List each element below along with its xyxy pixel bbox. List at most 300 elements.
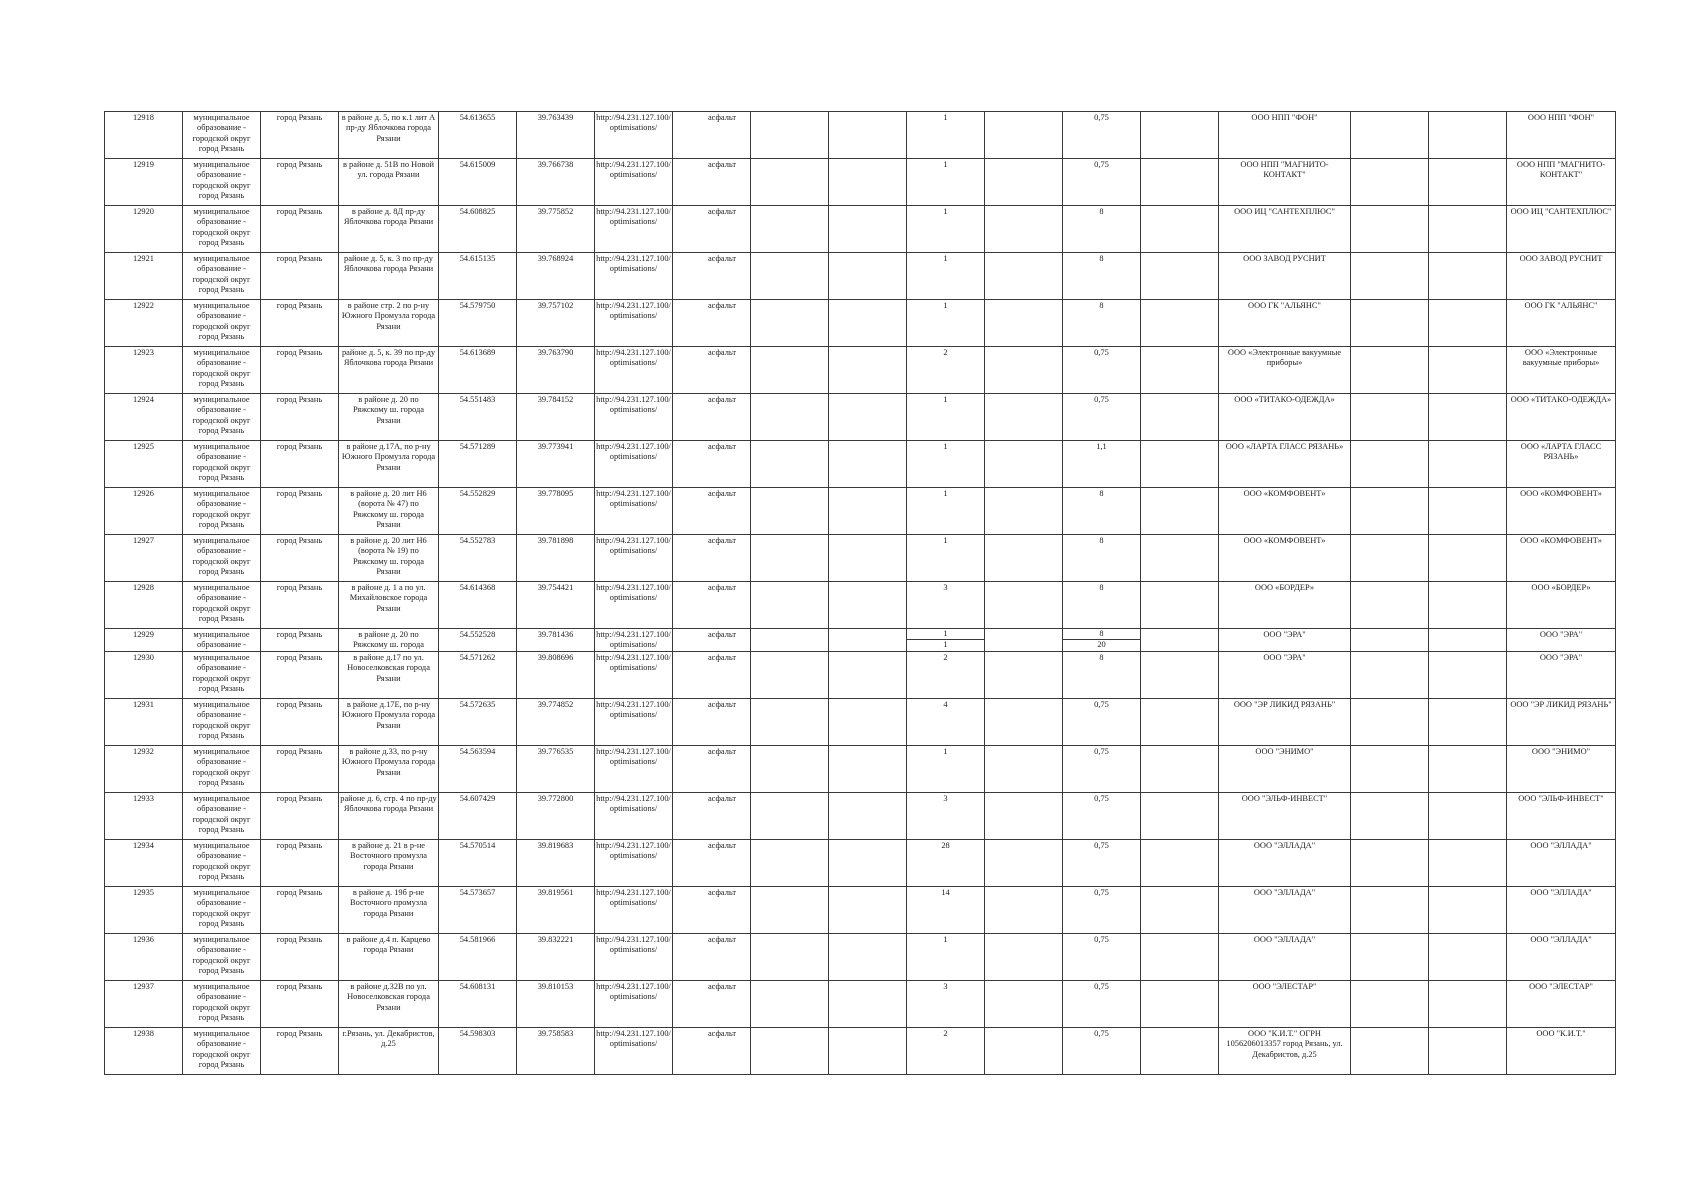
cell-latitude: 54.570514 <box>439 839 517 886</box>
cell-surface: асфальт <box>673 159 751 206</box>
cell-surface: асфальт <box>673 792 751 839</box>
cell-latitude: 54.573657 <box>439 886 517 933</box>
cell-latitude: 54.563594 <box>439 745 517 792</box>
cell-container-count: 1 <box>907 253 985 300</box>
cell-longitude: 39.774852 <box>517 698 595 745</box>
cell-container-volume: 0,75 <box>1063 792 1141 839</box>
cell-city: город Рязань <box>261 745 339 792</box>
cell-municipality: муниципальное образование - городской округ город Рязань <box>183 112 261 159</box>
cell-empty <box>985 698 1063 745</box>
cell-empty <box>985 394 1063 441</box>
cell-municipality: муниципальное образование - городской округ город Рязань <box>183 159 261 206</box>
cell-empty <box>1429 535 1507 582</box>
cell-container-volume: 0,75 <box>1063 698 1141 745</box>
cell-empty <box>1351 629 1429 652</box>
cell-url: http://94.231.127.100/optimisations/ <box>595 1027 673 1074</box>
cell-latitude: 54.608131 <box>439 980 517 1027</box>
cell-surface: асфальт <box>673 535 751 582</box>
cell-empty <box>1429 698 1507 745</box>
cell-user: ООО НПП "МАГНИТО-КОНТАКТ" <box>1507 159 1616 206</box>
cell-surface: асфальт <box>673 745 751 792</box>
cell-empty <box>1141 839 1219 886</box>
cell-empty <box>829 206 907 253</box>
cell-address: районе д. 6, стр. 4 по пр-ду Яблочкова города Рязани <box>339 792 439 839</box>
cell-url: http://94.231.127.100/optimisations/ <box>596 630 671 650</box>
cell-container-count: 1 <box>907 745 985 792</box>
cell-empty <box>829 980 907 1027</box>
cell-empty <box>985 792 1063 839</box>
cell-container-volume-2: 20 <box>1097 640 1106 649</box>
cell-id: 12933 <box>105 792 183 839</box>
cell-latitude: 54.579750 <box>439 300 517 347</box>
cell-url: http://94.231.127.100/optimisations/ <box>595 933 673 980</box>
cell-id: 12918 <box>105 112 183 159</box>
cell-url: http://94.231.127.100/optimisations/ <box>595 792 673 839</box>
cell-empty <box>1351 300 1429 347</box>
cell-empty <box>985 112 1063 159</box>
cell-url: http://94.231.127.100/optimisations/ <box>595 839 673 886</box>
cell-longitude: 39.819683 <box>517 839 595 886</box>
cell-longitude: 39.808696 <box>517 651 595 698</box>
cell-id: 12936 <box>105 933 183 980</box>
cell-empty <box>985 347 1063 394</box>
cell-owner: ООО ИЦ "САНТЕХПЛЮС" <box>1219 206 1351 253</box>
cell-owner: ООО "К.И.Т." ОГРН 1056206013357 город Рязань, ул. Декабристов, д.25 <box>1219 1027 1351 1074</box>
cell-empty <box>829 582 907 629</box>
cell-empty <box>1141 1027 1219 1074</box>
cell-empty <box>829 347 907 394</box>
cell-address: в районе д. 20 лит Н6 (ворота № 19) по Ряжскому ш. города Рязани <box>339 535 439 582</box>
cell-empty <box>1141 347 1219 394</box>
cell-address: в районе д. 51В по Новой ул. города Рязани <box>339 159 439 206</box>
cell-surface: асфальт <box>673 206 751 253</box>
cell-container-volume: 0,75 <box>1063 394 1141 441</box>
cell-empty <box>1351 206 1429 253</box>
cell-empty <box>751 300 829 347</box>
cell-container-count: 2 <box>907 1027 985 1074</box>
cell-container-volume: 8 <box>1063 582 1141 629</box>
cell-municipality: муниципальное образование - городской округ город Рязань <box>183 347 261 394</box>
cell-municipality: муниципальное образование - городской округ город Рязань <box>183 651 261 698</box>
cell-empty <box>751 112 829 159</box>
cell-empty <box>985 933 1063 980</box>
cell-address: в районе д.4 п. Карцево города Рязани <box>339 933 439 980</box>
cell-empty <box>1141 535 1219 582</box>
cell-id: 12922 <box>105 300 183 347</box>
cell-user: ООО "ЭЛЛАДА" <box>1507 839 1616 886</box>
registry-table-body <box>105 112 1616 1075</box>
cell-owner: ООО «ЛАРТА ГЛАСС РЯЗАНЬ» <box>1219 441 1351 488</box>
cell-empty <box>829 488 907 535</box>
cell-longitude: 39.773941 <box>517 441 595 488</box>
cell-latitude: 54.598303 <box>439 1027 517 1074</box>
cell-empty <box>1351 441 1429 488</box>
cell-url: http://94.231.127.100/optimisations/ <box>595 206 673 253</box>
cell-user: ООО НПП "ФОН" <box>1507 112 1616 159</box>
cell-owner: ООО «КОМФОВЕНТ» <box>1219 535 1351 582</box>
cell-owner: ООО "ЭЛЕСТАР" <box>1219 980 1351 1027</box>
cell-longitude: 39.763439 <box>517 112 595 159</box>
cell-municipality: муниципальное образование - городской округ город Рязань <box>183 792 261 839</box>
cell-empty <box>751 441 829 488</box>
cell-address: в районе д. 8Д пр-ду Яблочкова города Рязани <box>339 206 439 253</box>
cell-user: ООО "ЭР ЛИКИД РЯЗАНЬ" <box>1507 698 1616 745</box>
cell-surface: асфальт <box>673 933 751 980</box>
cell-address: в районе д. 20 лит Н6 (ворота № 47) по Ряжскому ш. города Рязани <box>339 488 439 535</box>
cell-owner: ООО "ЭЛЛАДА" <box>1219 886 1351 933</box>
cell-city: город Рязань <box>261 300 339 347</box>
table-row <box>105 300 1616 347</box>
cell-id: 12935 <box>105 886 183 933</box>
cell-empty <box>751 159 829 206</box>
cell-container-volume: 8 <box>1063 300 1141 347</box>
cell-municipality: муниципальное образование - городской округ город Рязань <box>183 980 261 1027</box>
cell-id: 12924 <box>105 394 183 441</box>
cell-empty <box>1141 159 1219 206</box>
cell-container-volume: 0,75 <box>1063 159 1141 206</box>
cell-user: ООО «КОМФОВЕНТ» <box>1507 488 1616 535</box>
cell-city: город Рязань <box>261 441 339 488</box>
cell-user: ООО «БОРДЕР» <box>1507 582 1616 629</box>
cell-surface: асфальт <box>673 300 751 347</box>
cell-longitude: 39.778095 <box>517 488 595 535</box>
cell-surface: асфальт <box>673 629 751 652</box>
cell-owner: ООО «КОМФОВЕНТ» <box>1219 488 1351 535</box>
cell-municipality: муниципальное образование - городской округ город Рязань <box>183 535 261 582</box>
cell-city: город Рязань <box>261 980 339 1027</box>
cell-address: районе д. 5, к. 39 по пр-ду Яблочкова города Рязани <box>339 347 439 394</box>
table-row <box>105 933 1616 980</box>
cell-id: 12926 <box>105 488 183 535</box>
cell-address: в районе д. 21 в р-не Восточного промузла города Рязани <box>339 839 439 886</box>
cell-empty <box>1429 933 1507 980</box>
cell-empty <box>1429 159 1507 206</box>
cell-city: город Рязань <box>261 535 339 582</box>
cell-container-count: 3 <box>907 980 985 1027</box>
cell-empty <box>751 535 829 582</box>
cell-latitude: 54.552783 <box>439 535 517 582</box>
table-row <box>105 535 1616 582</box>
cell-municipality: муниципальное образование - городской округ город Рязань <box>183 253 261 300</box>
cell-city: город Рязань <box>261 839 339 886</box>
cell-empty <box>1141 792 1219 839</box>
cell-longitude: 39.776535 <box>517 745 595 792</box>
cell-surface: асфальт <box>673 347 751 394</box>
cell-empty <box>829 253 907 300</box>
cell-empty <box>1351 159 1429 206</box>
cell-address: в районе д. 19б р-не Восточного промузла города Рязани <box>339 886 439 933</box>
cell-empty <box>1429 1027 1507 1074</box>
cell-id: 12928 <box>105 582 183 629</box>
cell-owner: ООО «БОРДЕР» <box>1219 582 1351 629</box>
cell-surface: асфальт <box>673 698 751 745</box>
cell-empty <box>1141 745 1219 792</box>
cell-empty <box>985 745 1063 792</box>
cell-empty <box>1351 347 1429 394</box>
cell-id: 12919 <box>105 159 183 206</box>
cell-empty <box>829 745 907 792</box>
cell-longitude: 39.757102 <box>517 300 595 347</box>
cell-longitude: 39.763790 <box>517 347 595 394</box>
cell-city: город Рязань <box>261 112 339 159</box>
cell-latitude: 54.581966 <box>439 933 517 980</box>
cell-container-count: 1 <box>907 112 985 159</box>
table-row <box>105 159 1616 206</box>
cell-city: город Рязань <box>261 629 339 652</box>
cell-latitude: 54.615009 <box>439 159 517 206</box>
cell-surface: асфальт <box>673 441 751 488</box>
cell-city: город Рязань <box>261 651 339 698</box>
cell-longitude: 39.766738 <box>517 159 595 206</box>
table-row <box>105 112 1616 159</box>
cell-empty <box>1141 582 1219 629</box>
cell-user: ООО "ЭРА" <box>1507 651 1616 698</box>
cell-latitude: 54.552829 <box>439 488 517 535</box>
cell-id: 12938 <box>105 1027 183 1074</box>
cell-user: ООО «ТИТАКО-ОДЕЖДА» <box>1507 394 1616 441</box>
cell-city: город Рязань <box>261 792 339 839</box>
cell-surface: асфальт <box>673 253 751 300</box>
table-row <box>105 253 1616 300</box>
cell-id: 12923 <box>105 347 183 394</box>
cell-container-count-2: 1 <box>943 640 948 649</box>
cell-empty <box>1141 698 1219 745</box>
cell-container-count: 2 <box>907 651 985 698</box>
cell-container-volume: 0,75 <box>1063 347 1141 394</box>
cell-url: http://94.231.127.100/optimisations/ <box>595 488 673 535</box>
cell-empty <box>751 886 829 933</box>
table-row <box>105 441 1616 488</box>
cell-latitude: 54.608825 <box>439 206 517 253</box>
cell-city: город Рязань <box>261 253 339 300</box>
cell-surface: асфальт <box>673 839 751 886</box>
cell-container-volume: 0,75 <box>1063 745 1141 792</box>
cell-container-volume: 8 <box>1063 629 1140 640</box>
cell-url: http://94.231.127.100/optimisations/ <box>595 347 673 394</box>
cell-owner: ООО "ЭР ЛИКИД РЯЗАНЬ" <box>1219 698 1351 745</box>
cell-url: http://94.231.127.100/optimisations/ <box>595 253 673 300</box>
cell-address: г.Рязань, ул. Декабристов, д.25 <box>339 1027 439 1074</box>
cell-container-count: 1 <box>907 394 985 441</box>
cell-city: город Рязань <box>261 488 339 535</box>
cell-empty <box>985 629 1063 652</box>
cell-url: http://94.231.127.100/optimisations/ <box>595 394 673 441</box>
cell-longitude: 39.768924 <box>517 253 595 300</box>
cell-container-count: 3 <box>907 792 985 839</box>
cell-empty <box>1141 651 1219 698</box>
cell-empty <box>1141 980 1219 1027</box>
table-row <box>105 792 1616 839</box>
cell-container-volume: 0,75 <box>1063 933 1141 980</box>
cell-container-volume: 8 <box>1063 651 1141 698</box>
cell-container-count <box>907 629 985 652</box>
cell-url: http://94.231.127.100/optimisations/ <box>595 159 673 206</box>
cell-empty <box>1429 441 1507 488</box>
cell-url: http://94.231.127.100/optimisations/ <box>595 886 673 933</box>
cell-city: город Рязань <box>261 1027 339 1074</box>
cell-latitude: 54.615135 <box>439 253 517 300</box>
cell-user: ООО ЗАВОД РУСНИТ <box>1507 253 1616 300</box>
cell-user: ООО "ЭЛЕСТАР" <box>1507 980 1616 1027</box>
cell-empty <box>1141 300 1219 347</box>
cell-empty <box>1351 112 1429 159</box>
table-row <box>105 488 1616 535</box>
cell-empty <box>829 441 907 488</box>
cell-empty <box>1141 441 1219 488</box>
cell-empty <box>751 582 829 629</box>
cell-user: ООО "ЭЛЛАДА" <box>1507 933 1616 980</box>
cell-latitude: 54.614368 <box>439 582 517 629</box>
cell-container-volume: 8 <box>1063 206 1141 253</box>
cell-empty <box>1141 933 1219 980</box>
cell-empty <box>751 206 829 253</box>
cell-empty <box>829 839 907 886</box>
cell-longitude: 39.784152 <box>517 394 595 441</box>
cell-empty <box>1429 745 1507 792</box>
table-row <box>105 629 1616 652</box>
cell-municipality: муниципальное образование - городской округ город Рязань <box>183 933 261 980</box>
cell-address: в районе д. 20 по Ряжскому ш. города <box>339 629 439 652</box>
cell-empty <box>1429 651 1507 698</box>
cell-municipality: муниципальное образование - городской округ город Рязань <box>183 1027 261 1074</box>
cell-surface: асфальт <box>673 1027 751 1074</box>
table-row <box>105 582 1616 629</box>
cell-address: в районе д.17А, по р-ну Южного Промузла города Рязани <box>339 441 439 488</box>
cell-latitude: 54.607429 <box>439 792 517 839</box>
cell-empty <box>829 792 907 839</box>
table-row <box>105 980 1616 1027</box>
cell-empty <box>1351 535 1429 582</box>
cell-municipality: муниципальное образование - <box>183 629 261 652</box>
cell-container-volume: 0,75 <box>1063 980 1141 1027</box>
cell-city: город Рязань <box>261 582 339 629</box>
cell-user: ООО «Электронные вакуумные приборы» <box>1507 347 1616 394</box>
cell-empty <box>1429 347 1507 394</box>
cell-empty <box>1351 1027 1429 1074</box>
table-row <box>105 839 1616 886</box>
cell-city: город Рязань <box>261 159 339 206</box>
cell-container-volume: 8 <box>1063 488 1141 535</box>
cell-id: 12931 <box>105 698 183 745</box>
cell-empty <box>985 886 1063 933</box>
cell-latitude: 54.613655 <box>439 112 517 159</box>
cell-url: http://94.231.127.100/optimisations/ <box>595 112 673 159</box>
cell-owner: ООО «ТИТАКО-ОДЕЖДА» <box>1219 394 1351 441</box>
table-row <box>105 1027 1616 1074</box>
cell-container-count: 14 <box>907 886 985 933</box>
cell-owner: ООО "ЭЛЬФ-ИНВЕСТ" <box>1219 792 1351 839</box>
cell-longitude: 39.772800 <box>517 792 595 839</box>
cell-empty <box>1429 300 1507 347</box>
cell-city: город Рязань <box>261 347 339 394</box>
cell-address: в районе д.17 по ул. Новоселковская города Рязани <box>339 651 439 698</box>
cell-container-count: 1 <box>907 300 985 347</box>
cell-owner: ООО "ЭНИМО" <box>1219 745 1351 792</box>
cell-container-count: 28 <box>907 839 985 886</box>
cell-url: http://94.231.127.100/optimisations/ <box>595 980 673 1027</box>
cell-container-volume: 8 <box>1063 253 1141 300</box>
cell-owner: ООО "ЭРА" <box>1219 651 1351 698</box>
cell-latitude: 54.572635 <box>439 698 517 745</box>
cell-city: город Рязань <box>261 886 339 933</box>
cell-empty <box>751 745 829 792</box>
cell-longitude: 39.758583 <box>517 1027 595 1074</box>
cell-user: ООО "ЭЛЬФ-ИНВЕСТ" <box>1507 792 1616 839</box>
cell-container-volume: 1,1 <box>1063 441 1141 488</box>
cell-empty <box>1351 394 1429 441</box>
cell-address: в районе д.33, по р-ну Южного Промузла города Рязани <box>339 745 439 792</box>
cell-empty <box>1429 582 1507 629</box>
cell-address: районе д. 5, к. 3 по пр-ду Яблочкова города Рязани <box>339 253 439 300</box>
cell-container-volume: 0,75 <box>1063 112 1141 159</box>
cell-empty <box>829 1027 907 1074</box>
cell-longitude: 39.754421 <box>517 582 595 629</box>
cell-city: город Рязань <box>261 933 339 980</box>
cell-empty <box>751 698 829 745</box>
cell-surface: асфальт <box>673 980 751 1027</box>
cell-owner: ООО "ЭРА" <box>1219 629 1351 652</box>
table-row <box>105 698 1616 745</box>
cell-longitude: 39.781898 <box>517 535 595 582</box>
cell-empty <box>1429 253 1507 300</box>
cell-user: ООО "К.И.Т." <box>1507 1027 1616 1074</box>
cell-address: в районе д. 1 а по ул. Михайловское города Рязани <box>339 582 439 629</box>
cell-empty <box>829 651 907 698</box>
cell-empty <box>751 1027 829 1074</box>
cell-empty <box>1429 394 1507 441</box>
cell-empty <box>829 394 907 441</box>
cell-empty <box>1429 112 1507 159</box>
cell-user: ООО "ЭЛЛАДА" <box>1507 886 1616 933</box>
cell-empty <box>751 933 829 980</box>
cell-empty <box>1429 839 1507 886</box>
cell-latitude: 54.571289 <box>439 441 517 488</box>
cell-owner: ООО "ЭЛЛАДА" <box>1219 839 1351 886</box>
cell-city: город Рязань <box>261 206 339 253</box>
cell-address: в районе стр. 2 по р-ну Южного Промузла города Рязани <box>339 300 439 347</box>
cell-container-count: 1 <box>907 488 985 535</box>
cell-empty <box>751 651 829 698</box>
cell-municipality: муниципальное образование - городской округ город Рязань <box>183 488 261 535</box>
cell-empty <box>751 488 829 535</box>
cell-empty <box>829 112 907 159</box>
cell-empty <box>751 253 829 300</box>
cell-url: http://94.231.127.100/optimisations/ <box>595 441 673 488</box>
cell-empty <box>1351 651 1429 698</box>
cell-owner: ООО "ЭЛЛАДА" <box>1219 933 1351 980</box>
cell-city: город Рязань <box>261 394 339 441</box>
cell-surface: асфальт <box>673 582 751 629</box>
cell-container-count: 2 <box>907 347 985 394</box>
cell-empty <box>751 347 829 394</box>
cell-empty <box>1351 980 1429 1027</box>
cell-empty <box>751 394 829 441</box>
cell-container-volume: 8 <box>1063 535 1141 582</box>
cell-owner: ООО ГК "АЛЬЯНС" <box>1219 300 1351 347</box>
cell-longitude: 39.775852 <box>517 206 595 253</box>
cell-container-count: 1 <box>907 159 985 206</box>
cell-user: ООО ИЦ "САНТЕХПЛЮС" <box>1507 206 1616 253</box>
cell-municipality: муниципальное образование - городской округ город Рязань <box>183 886 261 933</box>
cell-empty <box>1351 792 1429 839</box>
cell-id: 12929 <box>105 629 183 652</box>
cell-container-count: 4 <box>907 698 985 745</box>
cell-latitude: 54.551483 <box>439 394 517 441</box>
table-row <box>105 651 1616 698</box>
cell-id: 12925 <box>105 441 183 488</box>
cell-container-volume: 0,75 <box>1063 886 1141 933</box>
cell-owner: ООО НПП "ФОН" <box>1219 112 1351 159</box>
